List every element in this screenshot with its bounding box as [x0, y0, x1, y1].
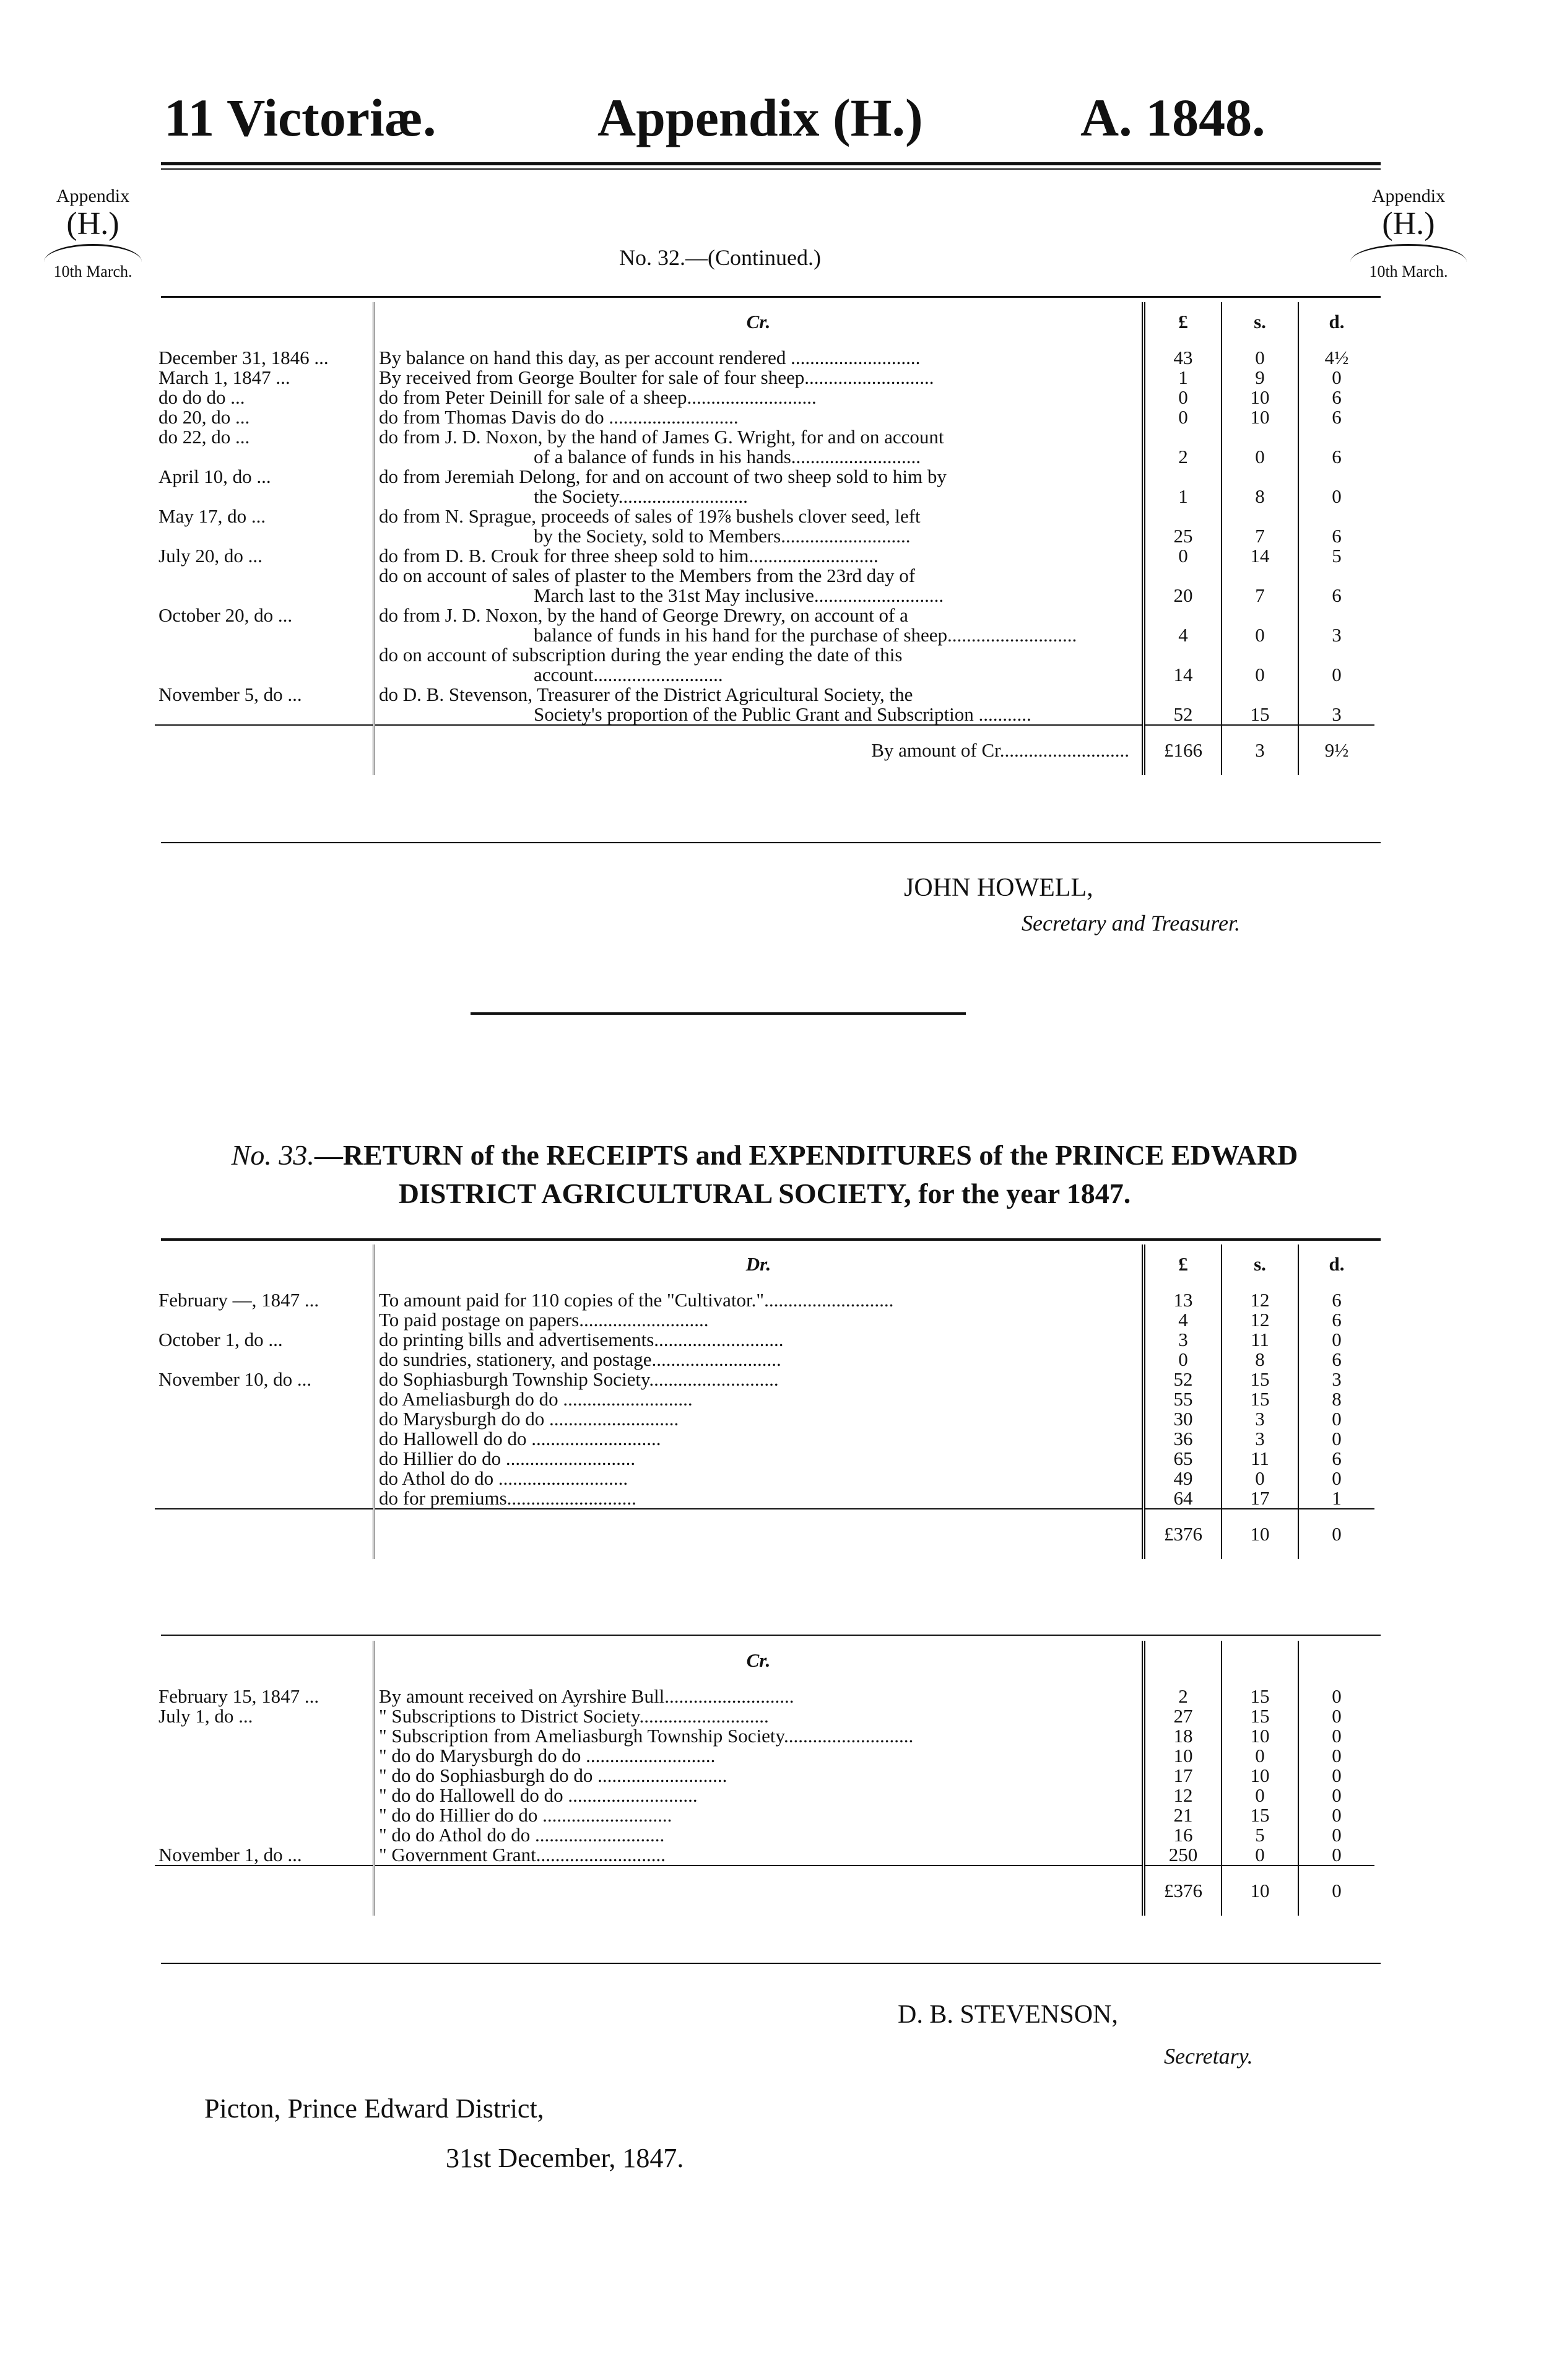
margin-left-date: 10th March.	[53, 263, 132, 281]
table-row: do Hillier do do ........................... 65 11 6	[155, 1449, 1374, 1469]
table-header-row	[155, 1244, 1374, 1284]
table-row: November 10, do ... do Sophiasburgh Township Society........................... 52 15 3	[158, 1368, 1342, 1390]
margin-note-left	[40, 186, 145, 281]
margin-right-date: 10th March.	[1369, 263, 1448, 281]
no32-signature: JOHN HOWELL,	[904, 874, 1093, 902]
table-top-rule	[161, 296, 1381, 298]
dr-table-top-rule	[161, 1238, 1381, 1241]
table-row: " do do Marysburgh do do ........................... 10 0 0	[155, 1746, 1374, 1766]
header-right: A. 1848.	[1080, 88, 1265, 147]
header-left: 11 Victoriæ.	[164, 88, 436, 147]
col-pence: d.	[1329, 311, 1345, 332]
no33-number: No. 33.	[231, 1139, 315, 1171]
table-header-row	[155, 1641, 1374, 1680]
no32-cr-table	[155, 302, 1374, 775]
table-row: do 20, do ... do from Thomas Davis do do ........................... 0 10 6	[158, 406, 1342, 428]
table-row: do 22, do ... do from J. D. Noxon, by the hand of James G. Wright, for and on account of a balance of funds in his hands........................... 2 0 6	[158, 426, 1342, 467]
col-desc: Cr.	[374, 302, 1144, 342]
margin-right-label: Appendix	[1371, 186, 1446, 206]
col-pounds: £	[1144, 1244, 1222, 1284]
table-row: February 15, 1847 ... By amount received on Ayrshire Bull........................... 2 15 0	[158, 1685, 1342, 1707]
brace-icon	[44, 244, 142, 262]
no33-title	[155, 1136, 1374, 1213]
col-desc: Cr.	[374, 1641, 1144, 1680]
table-row: do sundries, stationery, and postage........................... 0 8 6	[155, 1350, 1374, 1370]
table-row: " do do Sophiasburgh do do ........................... 17 10 0	[155, 1766, 1374, 1786]
table-row: May 17, do ... do from N. Sprague, proceeds of sales of 19⅞ bushels clover seed, left by the Society, sold to Members........................... 25 7 6	[158, 505, 1342, 547]
date-line: 31st December, 1847.	[446, 2143, 684, 2173]
total-row: By amount of Cr........................... £166 3 9½	[155, 725, 1374, 775]
table-row: March 1, 1847 ... By received from George Boulter for sale of four sheep........................... 1 9 0	[158, 367, 1342, 388]
no33-signature-title: Secretary.	[1164, 2044, 1253, 2069]
table-row: do Marysburgh do do ........................... 30 3 0	[155, 1409, 1374, 1429]
no33-cr-table	[155, 1641, 1374, 1916]
table-row: November 5, do ... do D. B. Stevenson, Treasurer of the District Agricultural Society, the Society's proportion of the Public Grant and Subscription ........... 52 15 3	[158, 684, 1342, 725]
no32-signature-title: Secretary and Treasurer.	[1022, 911, 1240, 936]
table-row: do on account of sales of plaster to the Members from the 23rd day of March last to the 31st May inclusive........................... 20 7 6	[155, 566, 1374, 606]
no33-signature: D. B. STEVENSON,	[898, 2000, 1118, 2029]
col-pounds: £	[1144, 302, 1222, 342]
table-row: October 20, do ... do from J. D. Noxon, by the hand of George Drewry, on account of a balance of funds in his hand for the purchase of sheep........................... 4 0 3	[158, 604, 1342, 646]
col-shillings: s.	[1222, 302, 1298, 342]
no33-title-line2: DISTRICT AGRICULTURAL SOCIETY, for the year 1847.	[398, 1178, 1131, 1209]
table-row: do Ameliasburgh do do ........................... 55 15 8	[155, 1389, 1374, 1409]
table-row: October 1, do ... do printing bills and advertisements........................... 3 11 0	[158, 1329, 1342, 1350]
table-row: do on account of subscription during the year ending the date of this account........................... 14 0 0	[155, 645, 1374, 685]
header-center: Appendix (H.)	[597, 88, 923, 147]
col-pence: d.	[1329, 1253, 1345, 1275]
table-row: December 31, 1846 ... By balance on hand this day, as per account rendered ........................... 43 0 4½	[158, 347, 1349, 368]
col-desc: Dr.	[374, 1244, 1144, 1284]
table-row: do Hallowell do do ........................... 36 3 0	[155, 1429, 1374, 1449]
margin-left-big: (H.)	[66, 206, 119, 241]
total-label: By amount of Cr...........................	[374, 725, 1144, 775]
place-line: Picton, Prince Edward District,	[204, 2093, 544, 2124]
dr-table-bottom-rule	[161, 1635, 1381, 1636]
margin-note-right	[1347, 186, 1470, 281]
table-row: November 1, do ... " Government Grant........................... 250 0 0	[158, 1844, 1342, 1865]
header-rule-thin	[161, 168, 1381, 170]
margin-right-big: (H.)	[1382, 206, 1435, 241]
table-row: do do do ... do from Peter Deinill for sale of a sheep........................... 0 10 6	[158, 386, 1342, 408]
brace-icon	[1350, 244, 1467, 262]
table-row: " do do Hallowell do do ........................... 12 0 0	[155, 1786, 1374, 1805]
table-row: April 10, do ... do from Jeremiah Delong, for and on account of two sheep sold to him by the Society........................... 1 8 0	[158, 466, 1342, 507]
table-row: do for premiums........................... 64 17 1	[155, 1488, 1374, 1509]
cr-table-bottom-rule	[161, 1963, 1381, 1964]
section-divider	[471, 1012, 966, 1015]
margin-left-label: Appendix	[56, 186, 130, 206]
table-header-row	[155, 302, 1374, 342]
table-row: " Subscription from Ameliasburgh Township Society........................... 18 10 0	[155, 1726, 1374, 1746]
header-rule	[161, 162, 1381, 165]
table-bottom-rule	[161, 842, 1381, 843]
no33-dr-table	[155, 1244, 1374, 1559]
no32-title: No. 32.—(Continued.)	[619, 245, 821, 270]
table-row: " do do Hillier do do ........................... 21 15 0	[155, 1805, 1374, 1825]
table-row: do Athol do do ........................... 49 0 0	[155, 1469, 1374, 1488]
table-row: To paid postage on papers........................... 4 12 6	[155, 1310, 1374, 1330]
total-row: £376 10 0	[155, 1509, 1374, 1559]
table-row: February —, 1847 ... To amount paid for 110 copies of the "Cultivator."........................... 13 12 6	[158, 1289, 1342, 1311]
no33-title-line1: —RETURN of the RECEIPTS and EXPENDITURES of the PRINCE EDWARD	[314, 1139, 1298, 1171]
col-shillings: s.	[1222, 1244, 1298, 1284]
table-row: July 1, do ... " Subscriptions to District Society........................... 27 15 0	[158, 1705, 1342, 1727]
table-row: " do do Athol do do ........................... 16 5 0	[155, 1825, 1374, 1845]
table-row: July 20, do ... do from D. B. Crouk for three sheep sold to him........................... 0 14 5	[158, 545, 1342, 567]
total-row: £376 10 0	[155, 1865, 1374, 1916]
